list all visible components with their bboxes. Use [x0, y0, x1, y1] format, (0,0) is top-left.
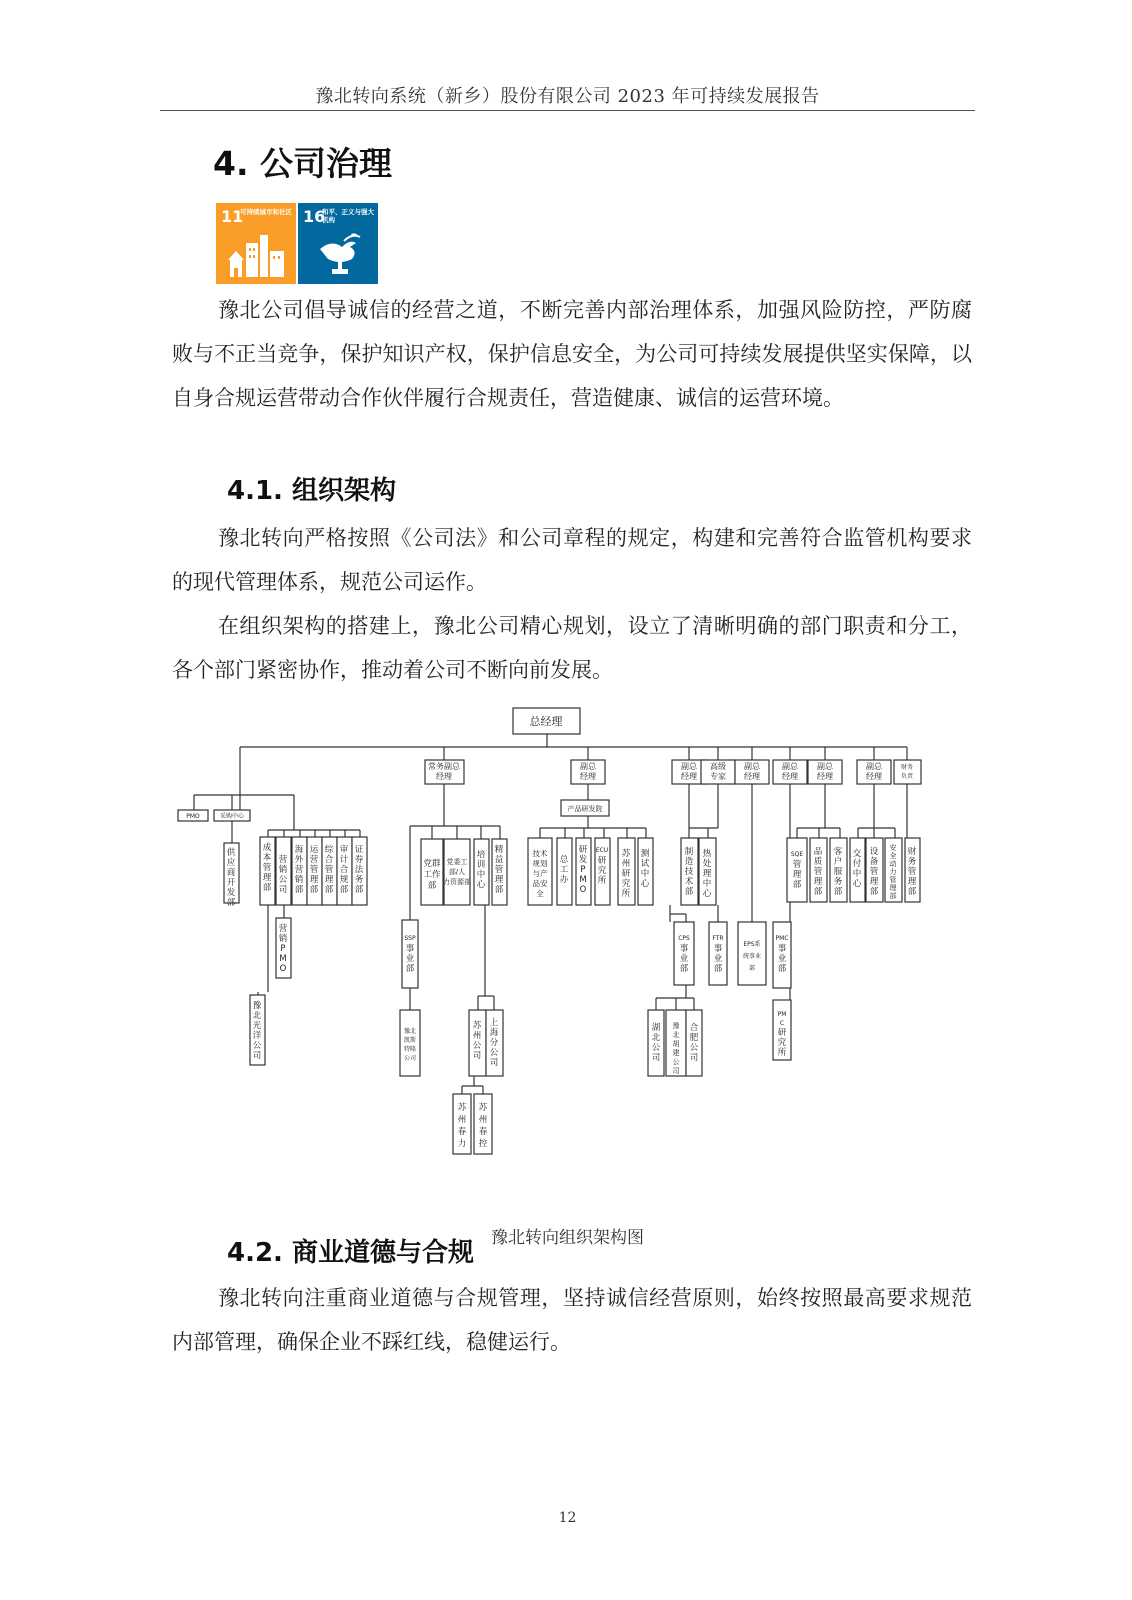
svg-text:财务: 财务: [900, 764, 914, 771]
svg-text:经理: 经理: [866, 772, 882, 781]
svg-text:负责: 负责: [900, 773, 914, 780]
svg-text:苏州公司: 苏州公司: [472, 1021, 482, 1061]
org-paragraph-2: 在组织架构的搭建上，豫北公司精心规划，设立了清晰明确的部门职责和分工，各个部门紧密协作，推动着公司不断向前发展。: [172, 614, 972, 682]
svg-text:技术规划与产品安全: 技术规划与产品安全: [532, 849, 548, 898]
org-chart-caption: 豫北转向组织架构图: [491, 1228, 644, 1248]
svg-text:副总: 副总: [580, 762, 596, 771]
section-title: 4. 公司治理: [213, 144, 392, 183]
svg-text:研发PMO: 研发 P M O: [578, 845, 588, 895]
svg-text:高级: 高级: [710, 762, 726, 771]
svg-text:副总: 副总: [744, 762, 760, 771]
svg-text:测试中心: 测试中心: [640, 849, 650, 889]
svg-text:专家: 专家: [710, 772, 726, 781]
org-vp-exec-line2: 经理: [436, 772, 452, 781]
subsection-title-org: 4.1. 组织架构: [227, 476, 396, 506]
intro-paragraph: 豫北公司倡导诚信的经营之道，不断完善内部治理体系，加强风险防控，严防腐败与不正当竞争，保护知识产权，保护信息安全，为公司可持续发展提供坚实保障，以自身合规运营带动合作伙伴履行合规责任，营造健康、诚信的运营环境。: [172, 298, 972, 410]
org-top-label: 总经理: [529, 715, 563, 728]
svg-text:经理: 经理: [782, 772, 798, 781]
svg-text:苏州春力: 苏州春力: [457, 1103, 467, 1149]
svg-text:海外营销部: 海外营销部: [294, 845, 304, 895]
svg-text:FTR事业部: FTR 事业部: [712, 935, 724, 974]
svg-text:培训中心: 培训中心: [476, 850, 486, 890]
svg-text:品质管理部: 品质管理部: [813, 847, 823, 897]
svg-text:运营管理部: 运营管理部: [309, 845, 319, 895]
org-level2-boxes: [425, 760, 921, 784]
svg-text:营销PMO: 营销 P M O: [278, 924, 288, 974]
svg-text:EPS系统事业部: EPS系统事业部: [742, 941, 762, 972]
svg-text:CPS事业部: CPS 事业部: [678, 935, 690, 974]
svg-text:经理: 经理: [744, 772, 760, 781]
svg-text:苏州春控: 苏州春控: [478, 1103, 488, 1149]
svg-text:营销公司: 营销公司: [278, 855, 288, 895]
svg-text:客户服务部: 客户服务部: [833, 847, 843, 897]
svg-text:交付中心: 交付中心: [852, 849, 862, 889]
svg-text:PMO: PMO: [186, 813, 200, 820]
org-direct-boxes: [178, 800, 609, 821]
report-header: 豫北转向系统（新乡）股份有限公司 2023 年可持续发展报告: [315, 86, 820, 107]
svg-text:上海分公司: 上海分公司: [489, 1018, 499, 1068]
svg-text:总工办: 总工办: [559, 855, 569, 885]
org-paragraph-1: 豫北转向严格按照《公司法》和公司章程的规定，构建和完善符合监管机构要求的现代管理体系，规范公司运作。: [172, 526, 972, 594]
svg-text:采购中心: 采购中心: [219, 813, 245, 820]
svg-text:副总: 副总: [782, 762, 798, 771]
sdg-11-label: 可持续城市和社区: [240, 208, 292, 216]
svg-text:安全动力管理部: 安全动力管理部: [889, 844, 897, 900]
svg-text:豫北光洋公司: 豫北光洋公司: [252, 1001, 262, 1061]
svg-text:湖北公司: 湖北公司: [651, 1023, 661, 1063]
svg-text:党群工作部: 党群工作部: [423, 859, 441, 891]
svg-text:证券法务部: 证券法务部: [354, 845, 364, 895]
svg-text:供应商开发部: 供应商开发部: [226, 848, 236, 908]
svg-text:经理: 经理: [580, 772, 596, 781]
sdg-16-number: 16: [303, 207, 326, 226]
svg-text:ECU研究所: ECU 研究所: [595, 847, 609, 886]
svg-text:成本管理部: 成本管理部: [262, 843, 272, 893]
svg-text:经理: 经理: [681, 772, 697, 781]
svg-text:合肥公司: 合肥公司: [689, 1023, 699, 1063]
svg-text:豫北胡建公司: 豫北胡建公司: [672, 1022, 680, 1075]
svg-text:副总: 副总: [817, 762, 833, 771]
subsection-title-ethics: 4.2. 商业道德与合规: [227, 1238, 474, 1268]
ethics-paragraph: 豫北转向注重商业道德与合规管理，坚持诚信经营原则，始终按照最高要求规范内部管理，确保企业不踩红线，稳健运行。: [172, 1286, 972, 1354]
svg-text:党委工部/人力资源部: 党委工部/人力资源部: [443, 858, 471, 886]
svg-text:PMC事业部: PMC 事业部: [775, 935, 789, 974]
svg-text:制造技术部: 制造技术部: [684, 847, 694, 897]
svg-text:苏州研究所: 苏州研究所: [621, 849, 631, 899]
sdg-16-label: 和平、正义与强大机构: [322, 208, 374, 224]
svg-text:产品研发院: 产品研发院: [567, 805, 603, 813]
svg-text:经理: 经理: [817, 772, 833, 781]
sdg-11-number: 11: [221, 207, 244, 226]
org-chart-connectors: [194, 734, 907, 1094]
svg-text:设备管理部: 设备管理部: [869, 847, 879, 897]
svg-text:综合管理部: 综合管理部: [324, 845, 334, 895]
svg-text:财务管理部: 财务管理部: [907, 847, 917, 897]
svg-text:审计合规部: 审计合规部: [339, 845, 349, 895]
svg-text:SQE管理部: SQE 管理部: [790, 851, 804, 890]
page-number: 12: [558, 1510, 577, 1526]
svg-text:PMC研究所: PM C 研究所: [777, 1011, 787, 1058]
svg-text:副总: 副总: [681, 762, 697, 771]
svg-text:热处理中心: 热处理中心: [702, 849, 712, 899]
svg-text:SSP事业部: SSP 事业部: [404, 935, 416, 974]
org-vp-exec-line1: 常务副总: [428, 762, 460, 771]
svg-text:豫北凯斯特隆公司: 豫北凯斯特隆公司: [403, 1028, 417, 1062]
org-top-box: [513, 708, 580, 734]
svg-text:精益管理部: 精益管理部: [494, 845, 504, 895]
svg-text:副总: 副总: [866, 762, 882, 771]
org-department-boxes: [224, 837, 920, 1154]
